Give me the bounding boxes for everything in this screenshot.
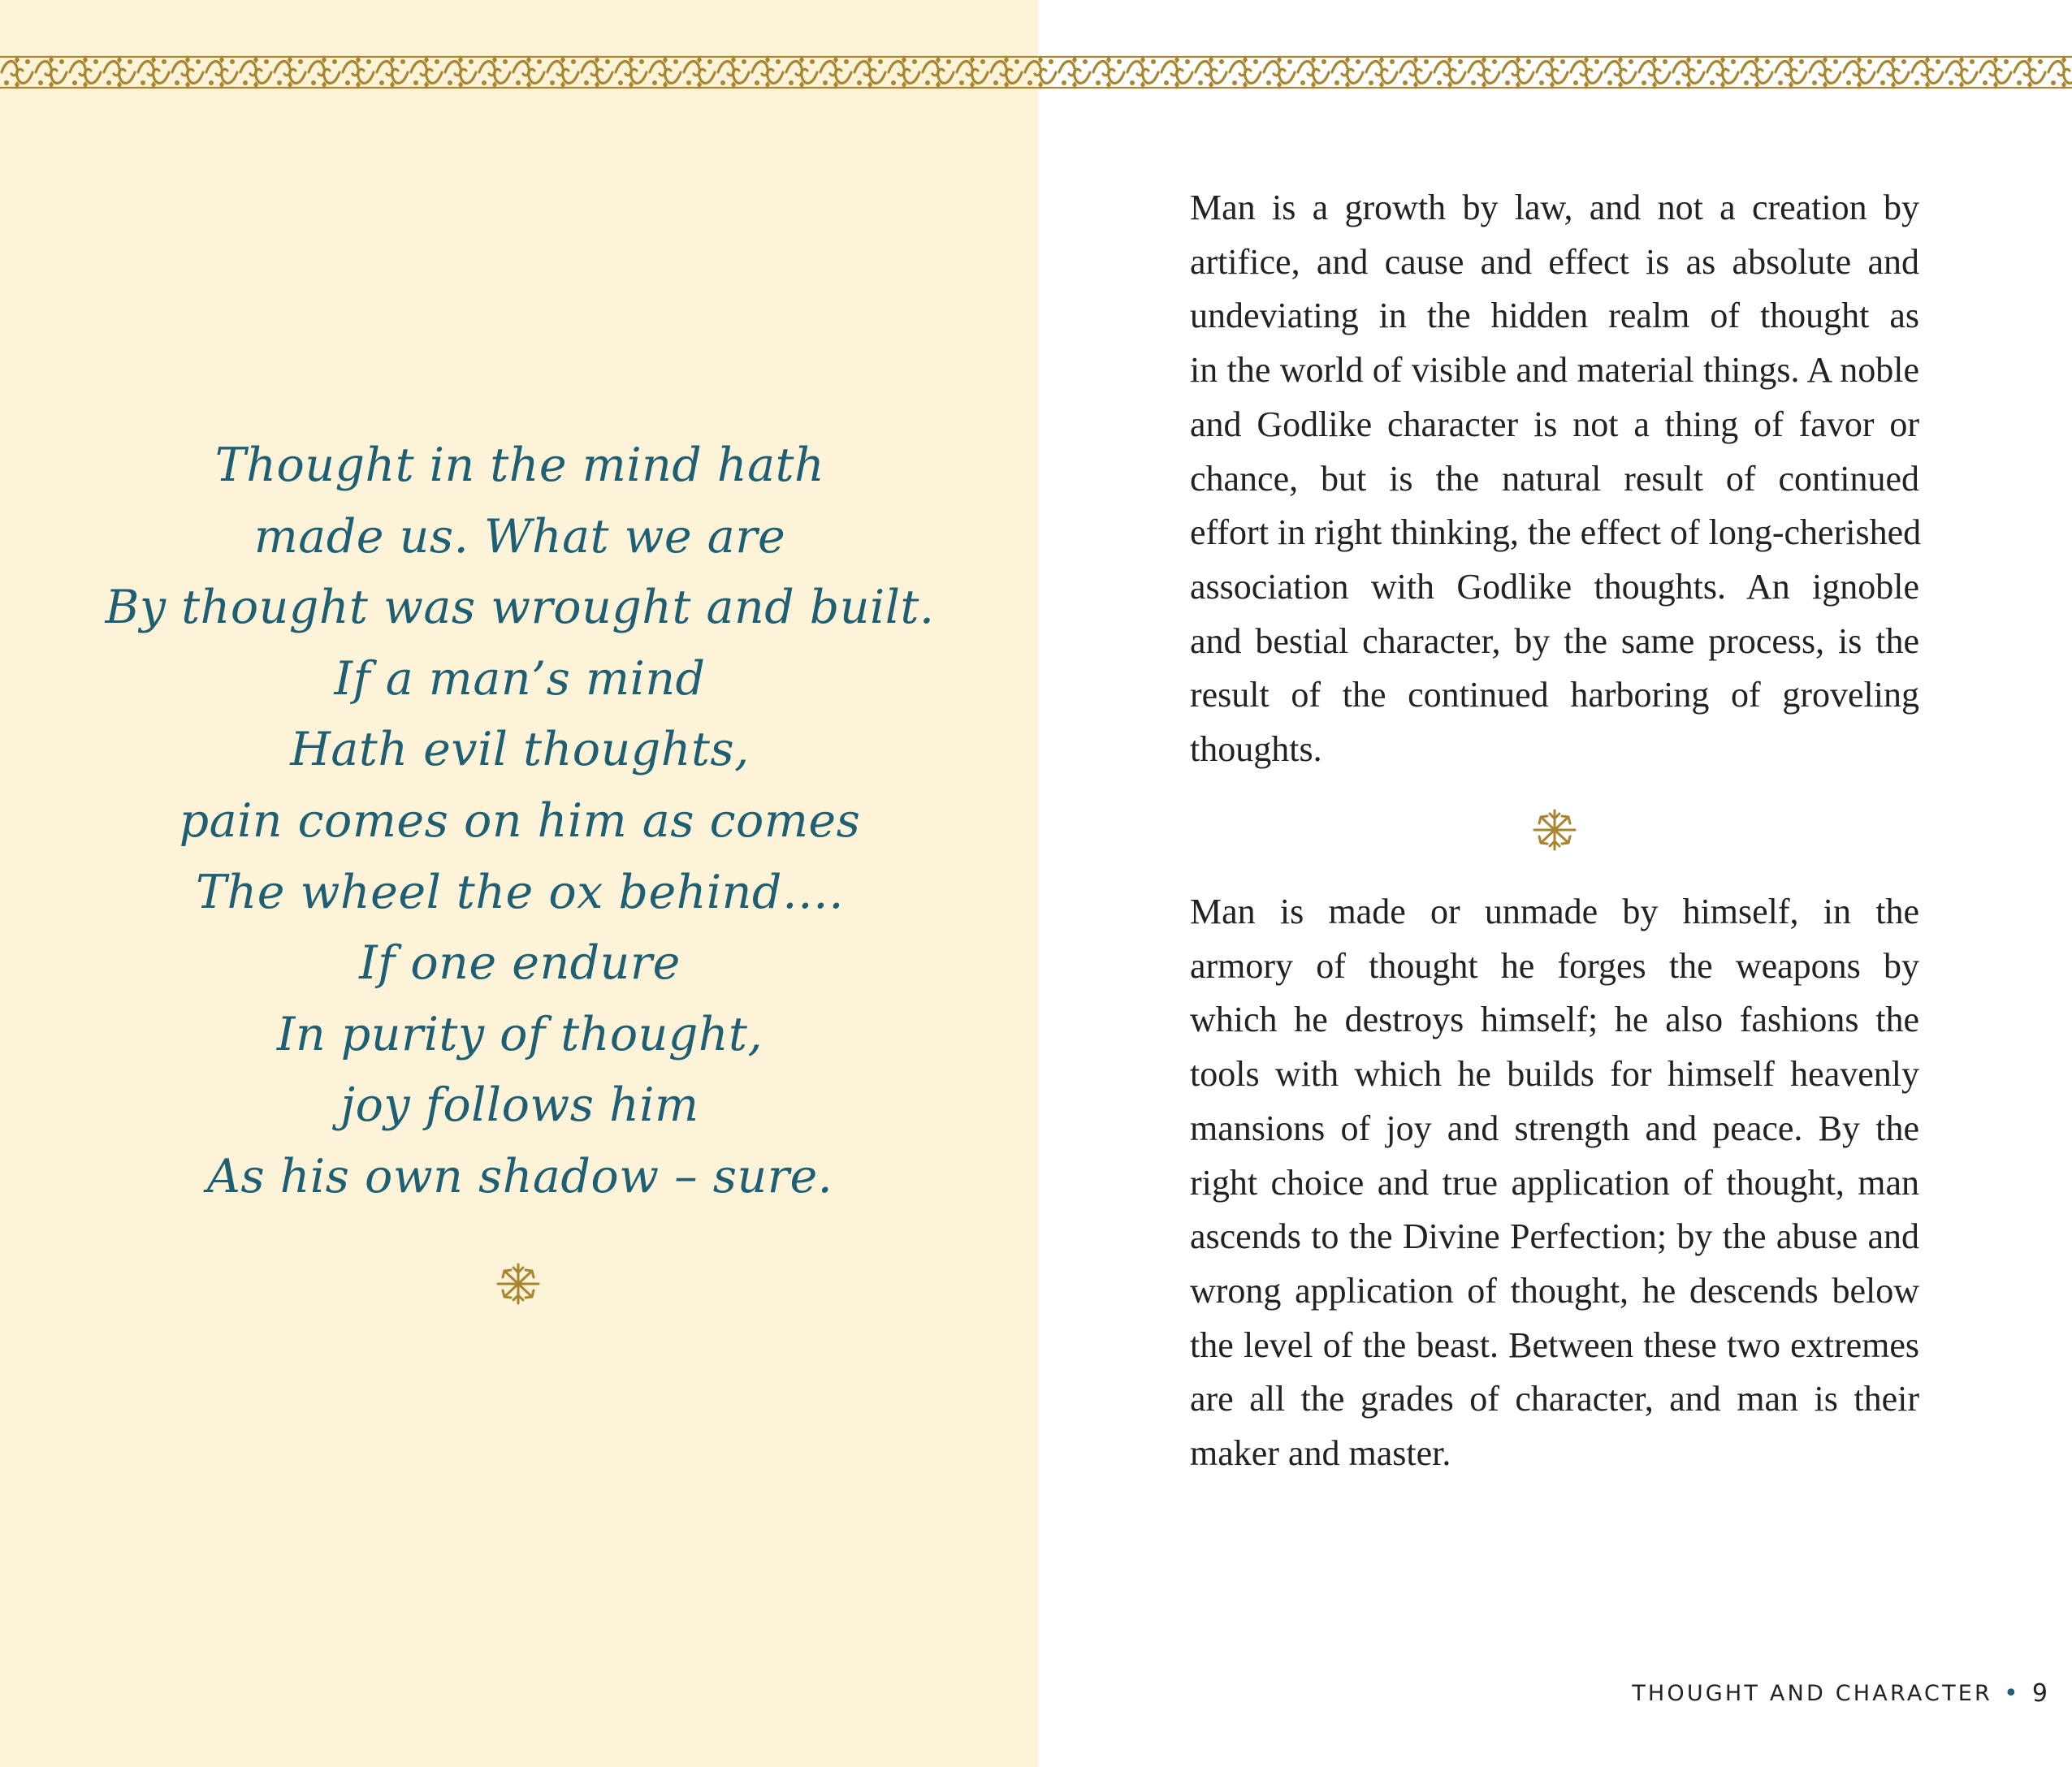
snowflake-ornament-icon [493,1261,543,1307]
paragraph-1 [1190,181,1922,777]
text-line: wrong application of thought, he descends below [1190,1270,1919,1311]
running-head: THOUGHT AND CHARACTER [1632,1681,1992,1706]
poem-line: Thought in the mind hath [214,439,825,492]
running-footer [1632,1679,2048,1708]
paragraph-2 [1190,885,1919,1481]
snowflake-ornament-icon [1529,807,1580,853]
text-line: in the world of visible and material things. A noble [1190,350,1919,391]
text-line: effort in right thinking, the effect of long-cherished [1190,512,1922,553]
poem-line: If one endure [359,936,681,991]
text-line: armory of thought he forges the weapons by [1190,945,1919,986]
text-line: Man is made or unmade by himself, in the [1190,892,1919,931]
text-line: Man is a growth by law, and not a creation by [1190,188,1919,227]
text-line: and Godlike character is not a thing of favor or [1190,404,1919,444]
footer-bullet: • [2004,1679,2021,1708]
poem [65,430,975,1213]
text-line: thoughts. [1190,729,1322,770]
text-line: right choice and true application of thought, man [1190,1162,1919,1203]
text-line: are all the grades of character, and man is their [1190,1379,1919,1419]
text-line: ascends to the Divine Perfection; by the abuse and [1190,1216,1919,1257]
poem-line: If a man’s mind [334,651,706,706]
text-line: the level of the beast. Between these two extremes [1190,1324,1919,1365]
text-line: and bestial character, by the same process, is the [1190,620,1919,661]
text-line: tools with which he builds for himself heavenly [1190,1054,1919,1095]
poem-line: As his own shadow – sure. [206,1149,833,1203]
poem-line: pain comes on him as comes [179,793,861,848]
text-line: undeviating in the hidden realm of thought as [1190,296,1919,336]
text-line: result of the continued harboring of groveling [1190,675,1919,715]
text-line: association with Godlike thoughts. An ignoble [1190,566,1919,607]
poem-line: By thought was wrought and built. [105,581,935,635]
text-line: artifice, and cause and effect is as absolute and [1190,241,1919,282]
poem-line: made us. What we are [253,509,786,564]
poem-line: The wheel the ox behind…. [196,865,844,919]
poem-line: joy follows him [340,1078,699,1133]
poem-line: In purity of thought, [276,1007,763,1061]
text-line: maker and master. [1190,1433,1451,1474]
text-line: mansions of joy and strength and peace. By the [1190,1108,1919,1148]
page-number: 9 [2031,1679,2048,1708]
scroll-border-icon [0,50,2072,94]
poem-line: Hath evil thoughts, [290,723,750,777]
text-line: which he destroys himself; he also fashions the [1190,1000,1919,1040]
text-line: chance, but is the natural result of continued [1190,458,1919,499]
